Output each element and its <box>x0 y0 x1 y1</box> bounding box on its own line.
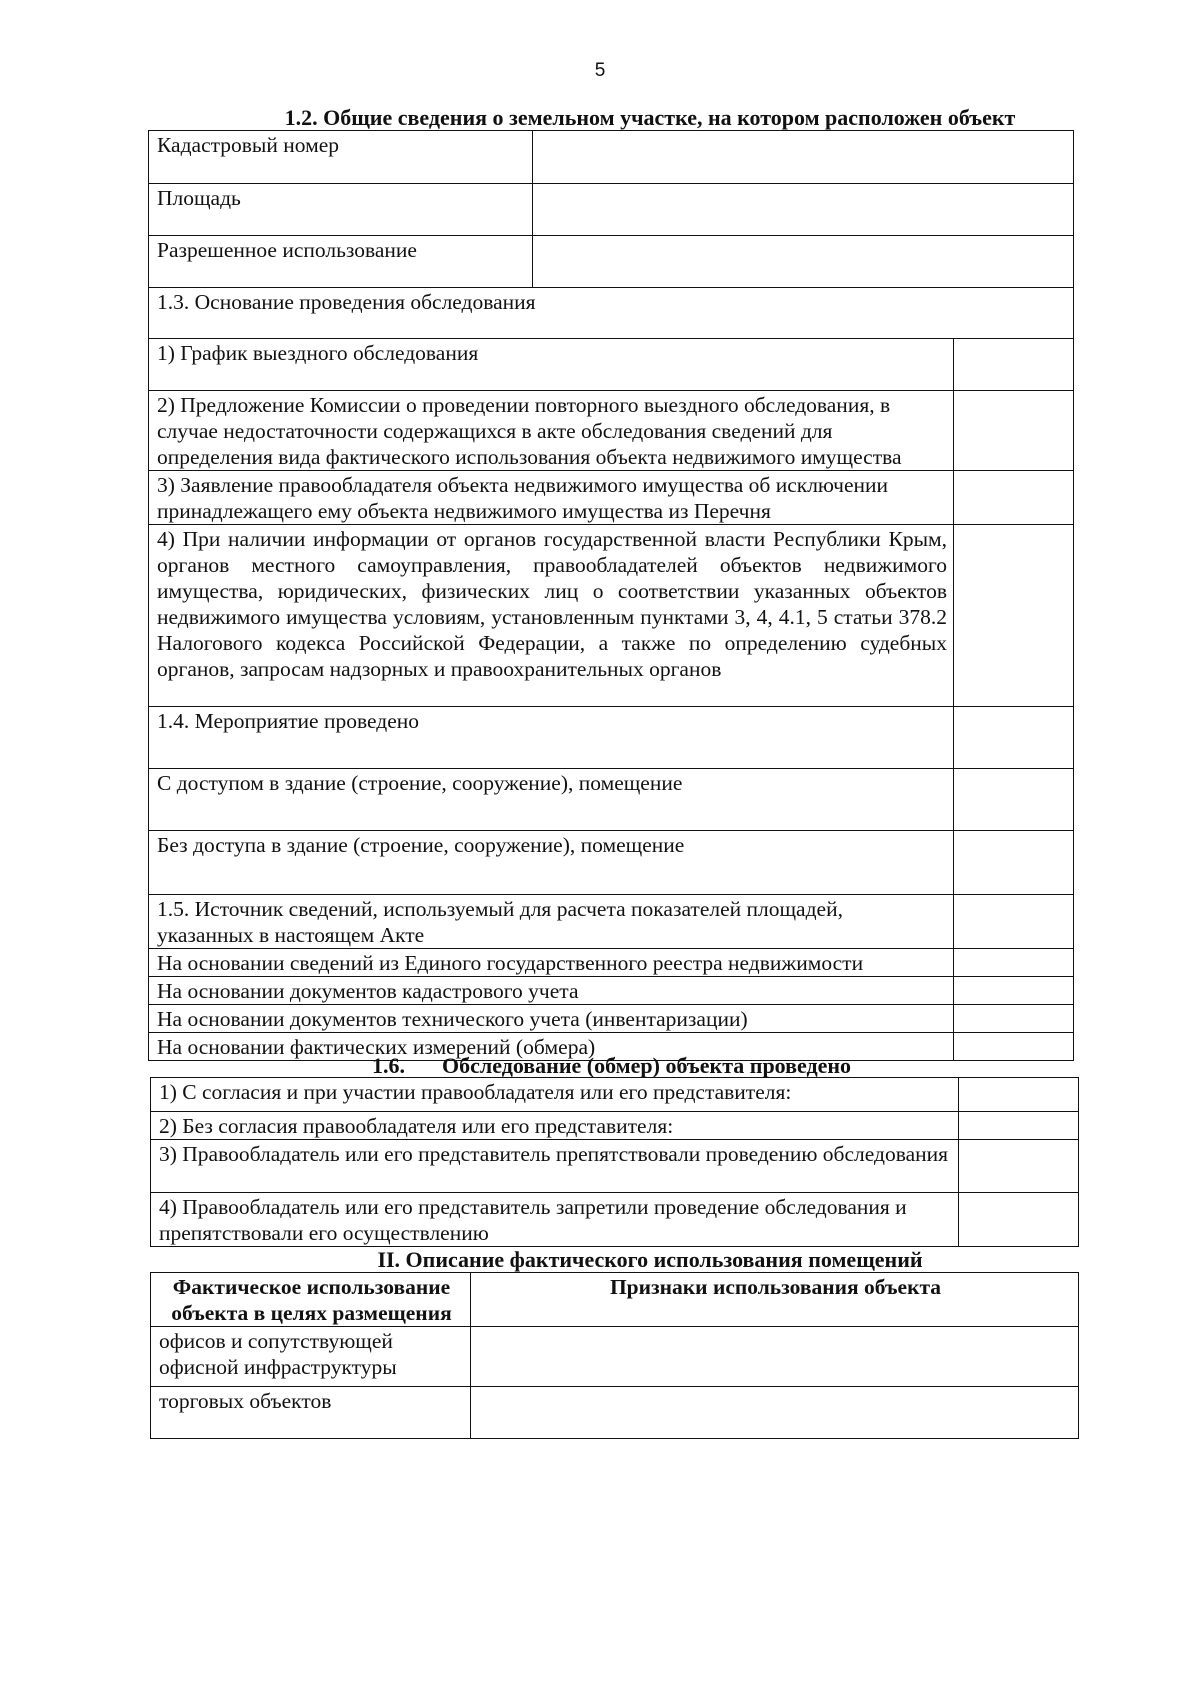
section-1-4-title: 1.4. Мероприятие проведено <box>149 707 954 769</box>
table-row <box>149 707 1074 769</box>
use-offices-signs[interactable] <box>471 1327 1079 1387</box>
table-row <box>149 949 1074 977</box>
basis-item-1: 1) График выездного обследования <box>149 339 954 391</box>
table-row <box>149 769 1074 831</box>
section-1-5-title-line2: указанных в настоящем Акте <box>157 923 425 947</box>
section-1-5-title-line1: 1.5. Источник сведений, используемый для расчета показателей площадей, <box>157 897 843 921</box>
use-retail-label: торговых объектов <box>151 1387 471 1439</box>
basis-item-3: 3) Заявление правообладателя объекта недвижимого имущества об исключении принадлежащего ему объекта недвижимого имущества из Перечня <box>149 471 954 525</box>
area-value[interactable] <box>533 184 1074 236</box>
use-signs-header: Признаки использования объекта <box>471 1273 1079 1327</box>
table-row <box>149 131 1074 184</box>
consent-item-2-mark[interactable] <box>959 1112 1079 1140</box>
basis-item-2-mark[interactable] <box>954 391 1074 471</box>
table-row <box>151 1327 1079 1387</box>
cadastral-number-label: Кадастровый номер <box>149 131 533 184</box>
table-row <box>149 1005 1074 1033</box>
table-row <box>151 1078 1079 1112</box>
survey-basis-table <box>148 130 1074 1061</box>
section-1-6-number: 1.6. <box>372 1053 405 1078</box>
area-label: Площадь <box>149 184 533 236</box>
page-number: 5 <box>594 60 606 81</box>
source-cadastral-label: На основании документов кадастрового учета <box>149 977 954 1005</box>
section-1-3-title: 1.3. Основание проведения обследования <box>149 288 1074 339</box>
consent-item-1: 1) С согласия и при участии правообладателя или его представителя: <box>151 1078 959 1112</box>
table-row <box>149 339 1074 391</box>
use-retail-signs[interactable] <box>471 1387 1079 1439</box>
table-row <box>151 1193 1079 1247</box>
source-technical-label: На основании документов технического учета (инвентаризации) <box>149 1005 954 1033</box>
section-1-4-mark[interactable] <box>954 707 1074 769</box>
table-row <box>151 1112 1079 1140</box>
source-egrn-mark[interactable] <box>954 949 1074 977</box>
table-row <box>149 977 1074 1005</box>
survey-consent-table <box>150 1077 1079 1247</box>
table-row <box>151 1140 1079 1193</box>
basis-item-3-mark[interactable] <box>954 471 1074 525</box>
table-row <box>149 895 1074 949</box>
access-with-label: С доступом в здание (строение, сооружение), помещение <box>149 769 954 831</box>
section-1-2-title: 1.2. Общие сведения о земельном участке, на котором расположен объект <box>284 105 1016 130</box>
source-measurement-mark[interactable] <box>954 1033 1074 1061</box>
actual-use-header: Фактическое использование объекта в целях размещения <box>151 1273 471 1327</box>
section-1-5-title <box>149 895 954 949</box>
permitted-use-value[interactable] <box>533 236 1074 288</box>
source-measurement-label: На основании фактических измерений (обмера) <box>149 1033 954 1061</box>
consent-item-4-mark[interactable] <box>959 1193 1079 1247</box>
consent-item-1-mark[interactable] <box>959 1078 1079 1112</box>
basis-item-4: 4) При наличии информации от органов государственной власти Республики Крым, органов местного самоуправления, правообладателей объектов недвижимого имущества, юридических, физических лиц о соответствии указанных объектов недвижимого имущества условиям, установленным пунктами 3, 4, 4.1, 5 статьи 378.2 Налогового кодекса Российской Федерации, а также по определению судебных органов, запросам надзорных и правоохранительных органов <box>149 525 954 707</box>
table-row <box>149 831 1074 895</box>
source-cadastral-mark[interactable] <box>954 977 1074 1005</box>
consent-item-3: 3) Правообладатель или его представитель препятствовали проведению обследования <box>151 1140 959 1193</box>
actual-use-table <box>150 1272 1079 1439</box>
source-egrn-label: На основании сведений из Единого государственного реестра недвижимости <box>149 949 954 977</box>
basis-item-1-mark[interactable] <box>954 339 1074 391</box>
consent-item-2: 2) Без согласия правообладателя или его представителя: <box>151 1112 959 1140</box>
table-row <box>149 525 1074 707</box>
use-offices-label: офисов и сопутствующей офисной инфраструктуры <box>151 1327 471 1387</box>
permitted-use-label: Разрешенное использование <box>149 236 533 288</box>
table-row <box>149 288 1074 339</box>
table-row <box>151 1387 1079 1439</box>
access-with-mark[interactable] <box>954 769 1074 831</box>
table-row <box>149 471 1074 525</box>
basis-item-2: 2) Предложение Комиссии о проведении повторного выездного обследования, в случае недостаточности содержащихся в акте обследования сведений для определения вида фактического использования объекта недвижимого имущества <box>149 391 954 471</box>
consent-item-3-mark[interactable] <box>959 1140 1079 1193</box>
section-2-title: II. Описание фактического использования помещений <box>377 1247 923 1272</box>
basis-item-4-mark[interactable] <box>954 525 1074 707</box>
access-without-label: Без доступа в здание (строение, сооружение), помещение <box>149 831 954 895</box>
table-row <box>151 1273 1079 1327</box>
access-without-mark[interactable] <box>954 831 1074 895</box>
section-1-6-title-text: Обследование (обмер) объекта проведено <box>442 1053 852 1078</box>
table-row <box>149 391 1074 471</box>
cadastral-number-value[interactable] <box>533 131 1074 184</box>
table-row <box>149 236 1074 288</box>
section-1-5-mark[interactable] <box>954 895 1074 949</box>
table-row <box>149 184 1074 236</box>
consent-item-4: 4) Правообладатель или его представитель запретили проведение обследования и препятствовали его осуществлению <box>151 1193 959 1247</box>
source-technical-mark[interactable] <box>954 1005 1074 1033</box>
